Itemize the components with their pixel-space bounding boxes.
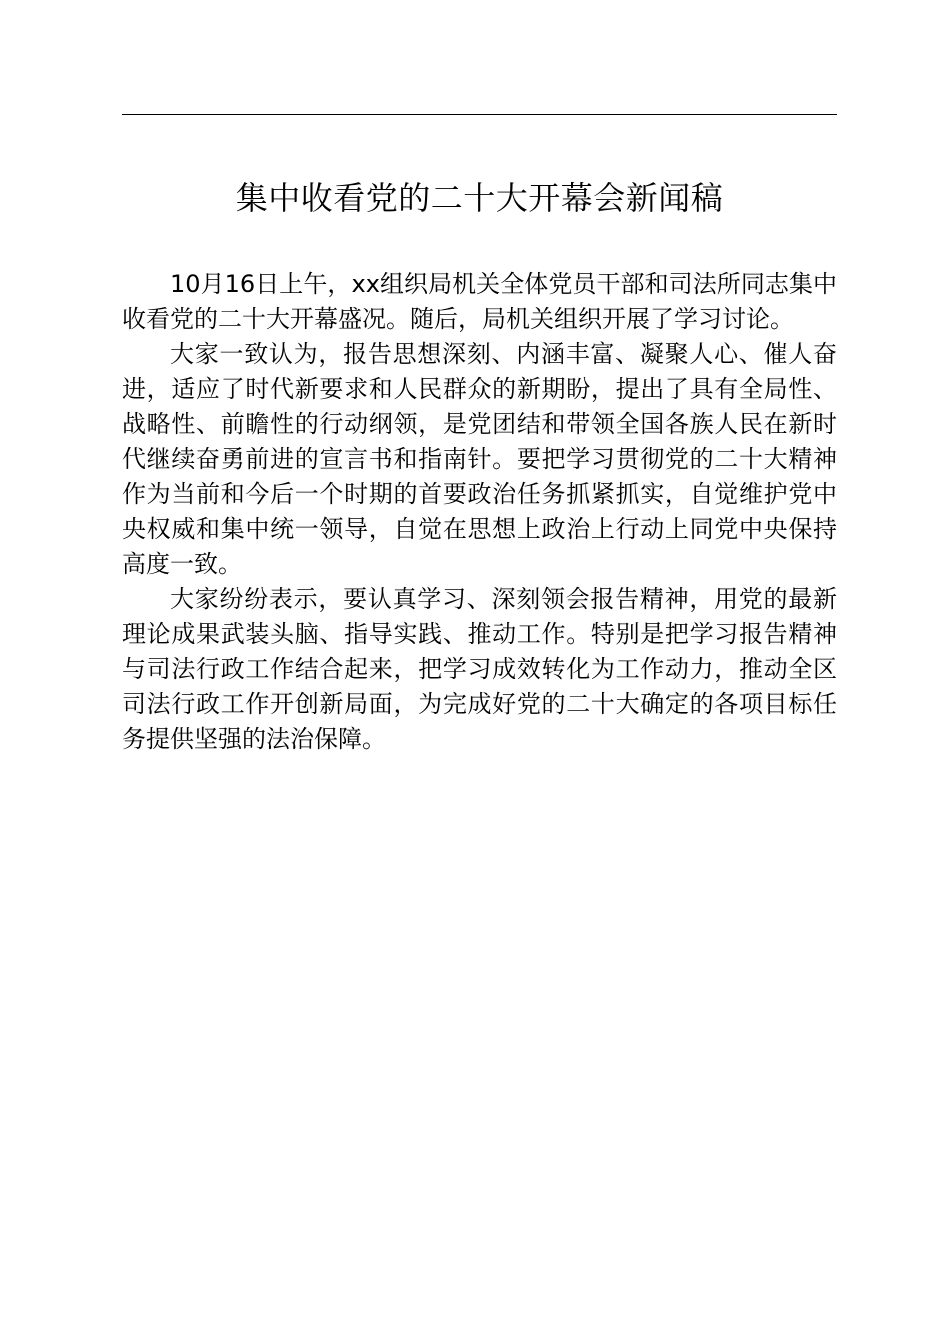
paragraph-2: 大家一致认为，报告思想深刻、内涵丰富、凝聚人心、催人奋进，适应了时代新要求和人民群众的新期盼，提出了具有全局性、战略性、前瞻性的行动纲领，是党团结和带领全国各族人民在新时代继续奋勇前进的宣言书和指南针。要把学习贯彻党的二十大精神作为当前和今后一个时期的首要政治任务抓紧抓实，自觉维护党中央权威和集中统一领导，自觉在思想上政治上行动上同党中央保持高度一致。 <box>122 340 837 578</box>
header-rule <box>122 114 837 115</box>
document-title: 集中收看党的二十大开幕会新闻稿 <box>235 179 724 217</box>
document-body <box>122 267 837 757</box>
paragraph-3: 大家纷纷表示，要认真学习、深刻领会报告精神，用党的最新理论成果武装头脑、指导实践、推动工作。特别是把学习报告精神与司法行政工作结合起来，把学习成效转化为工作动力，推动全区司法行政工作开创新局面，为完成好党的二十大确定的各项目标任务提供坚强的法治保障。 <box>122 585 837 753</box>
paragraph-1: 10月16日上午，xx组织局机关全体党员干部和司法所同志集中收看党的二十大开幕盛况。随后，局机关组织开展了学习讨论。 <box>122 270 837 333</box>
